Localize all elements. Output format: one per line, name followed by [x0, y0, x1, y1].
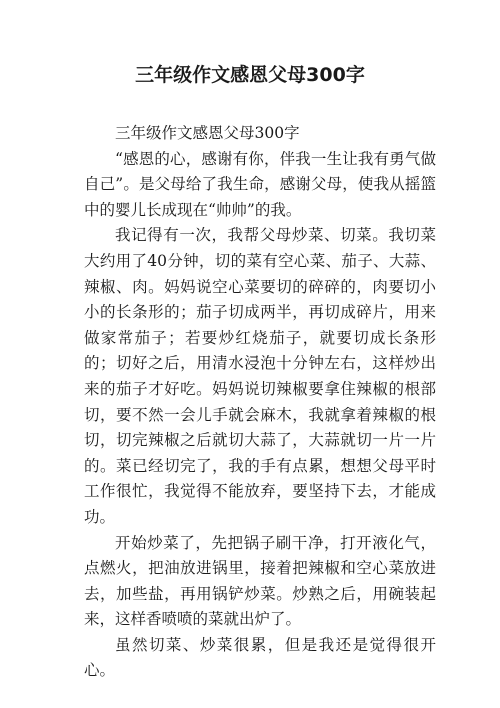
paragraph-conclusion: 虽然切菜、炒菜很累，但是我还是觉得很开心。 [84, 635, 436, 680]
document-body [84, 121, 436, 684]
paragraph-subtitle: 三年级作文感恩父母300字 [115, 124, 300, 142]
document-title: 三年级作文感恩父母300字 [135, 64, 365, 86]
paragraph-intro: “感恩的心，感谢有你，伴我一生让我有勇气做自己”。是父母给了我生命，感谢父母，使我从摇篮中的婴儿长成现在“帅帅”的我。 [84, 149, 436, 219]
paragraph-cooking: 开始炒菜了，先把锅子刷干净，打开液化气，点燃火，把油放进锅里，接着把辣椒和空心菜放进去，加些盐，再用锅铲炒菜。炒熟之后，用碗装起来，这样香喷喷的菜就出炉了。 [84, 533, 436, 629]
paragraph-cutting: 我记得有一次，我帮父母炒菜、切菜。我切菜大约用了40分钟，切的菜有空心菜、茄子、大蒜、辣椒、肉。妈妈说空心菜要切的碎碎的，肉要切小小的长条形的；茄子切成两半，再切成碎片，用来做家常茄子；若要炒红烧茄子，就要切成长条形的；切好之后，用清水浸泡十分钟左右，这样炒出来的茄子才好吃。妈妈说切辣椒要拿住辣椒的根部切，要不然一会儿手就会麻木，我就拿着辣椒的根切，切完辣椒之后就切大蒜了，大蒜就切一片一片的。菜已经切完了，我的手有点累，想想父母平时工作很忙，我觉得不能放弃，要坚持下去，才能成功。 [84, 226, 436, 526]
